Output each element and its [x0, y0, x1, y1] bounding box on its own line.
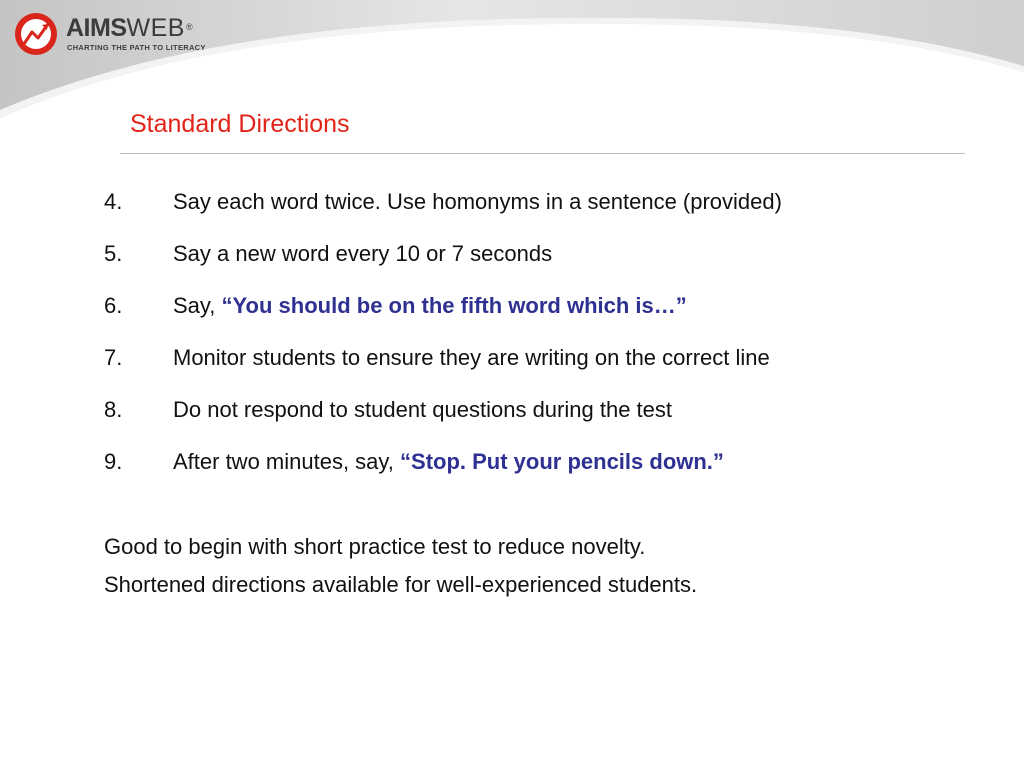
list-item: [104, 184, 984, 236]
step-number: 9.: [104, 449, 123, 474]
logo-tagline: CHARTING THE PATH TO LITERACY: [67, 43, 206, 52]
title-divider: [120, 153, 965, 154]
step-text: Say each word twice. Use homonyms in a sentence (provided): [173, 189, 782, 214]
step-text: Monitor students to ensure they are writing on the correct line: [173, 345, 770, 370]
step-text: After two minutes, say,: [173, 449, 401, 474]
step-quote: “You should be on the fifth word which is…”: [221, 293, 687, 318]
aimsweb-logo: [14, 12, 224, 58]
step-number: 8.: [104, 397, 123, 422]
list-item: [104, 444, 984, 496]
logo-chart-icon: [14, 12, 58, 56]
step-number: 4.: [104, 189, 123, 214]
note-line: Shortened directions available for well-experienced students.: [104, 572, 698, 597]
directions-list: [104, 184, 984, 496]
list-item: [104, 236, 984, 288]
note-line: Good to begin with short practice test to reduce novelty.: [104, 534, 646, 559]
step-number: 5.: [104, 241, 123, 266]
step-number: 6.: [104, 293, 123, 318]
step-text: Do not respond to student questions during the test: [173, 397, 672, 422]
step-text: Say,: [173, 293, 222, 318]
logo-wordmark: AIMSWEB®: [66, 14, 193, 42]
slide-title: Standard Directions: [130, 110, 350, 138]
list-item: [104, 392, 984, 444]
step-text: Say a new word every 10 or 7 seconds: [173, 241, 553, 266]
notes: [104, 528, 984, 604]
list-item: [104, 288, 984, 340]
step-number: 7.: [104, 345, 123, 370]
step-quote: “Stop. Put your pencils down.”: [400, 449, 724, 474]
list-item: [104, 340, 984, 392]
